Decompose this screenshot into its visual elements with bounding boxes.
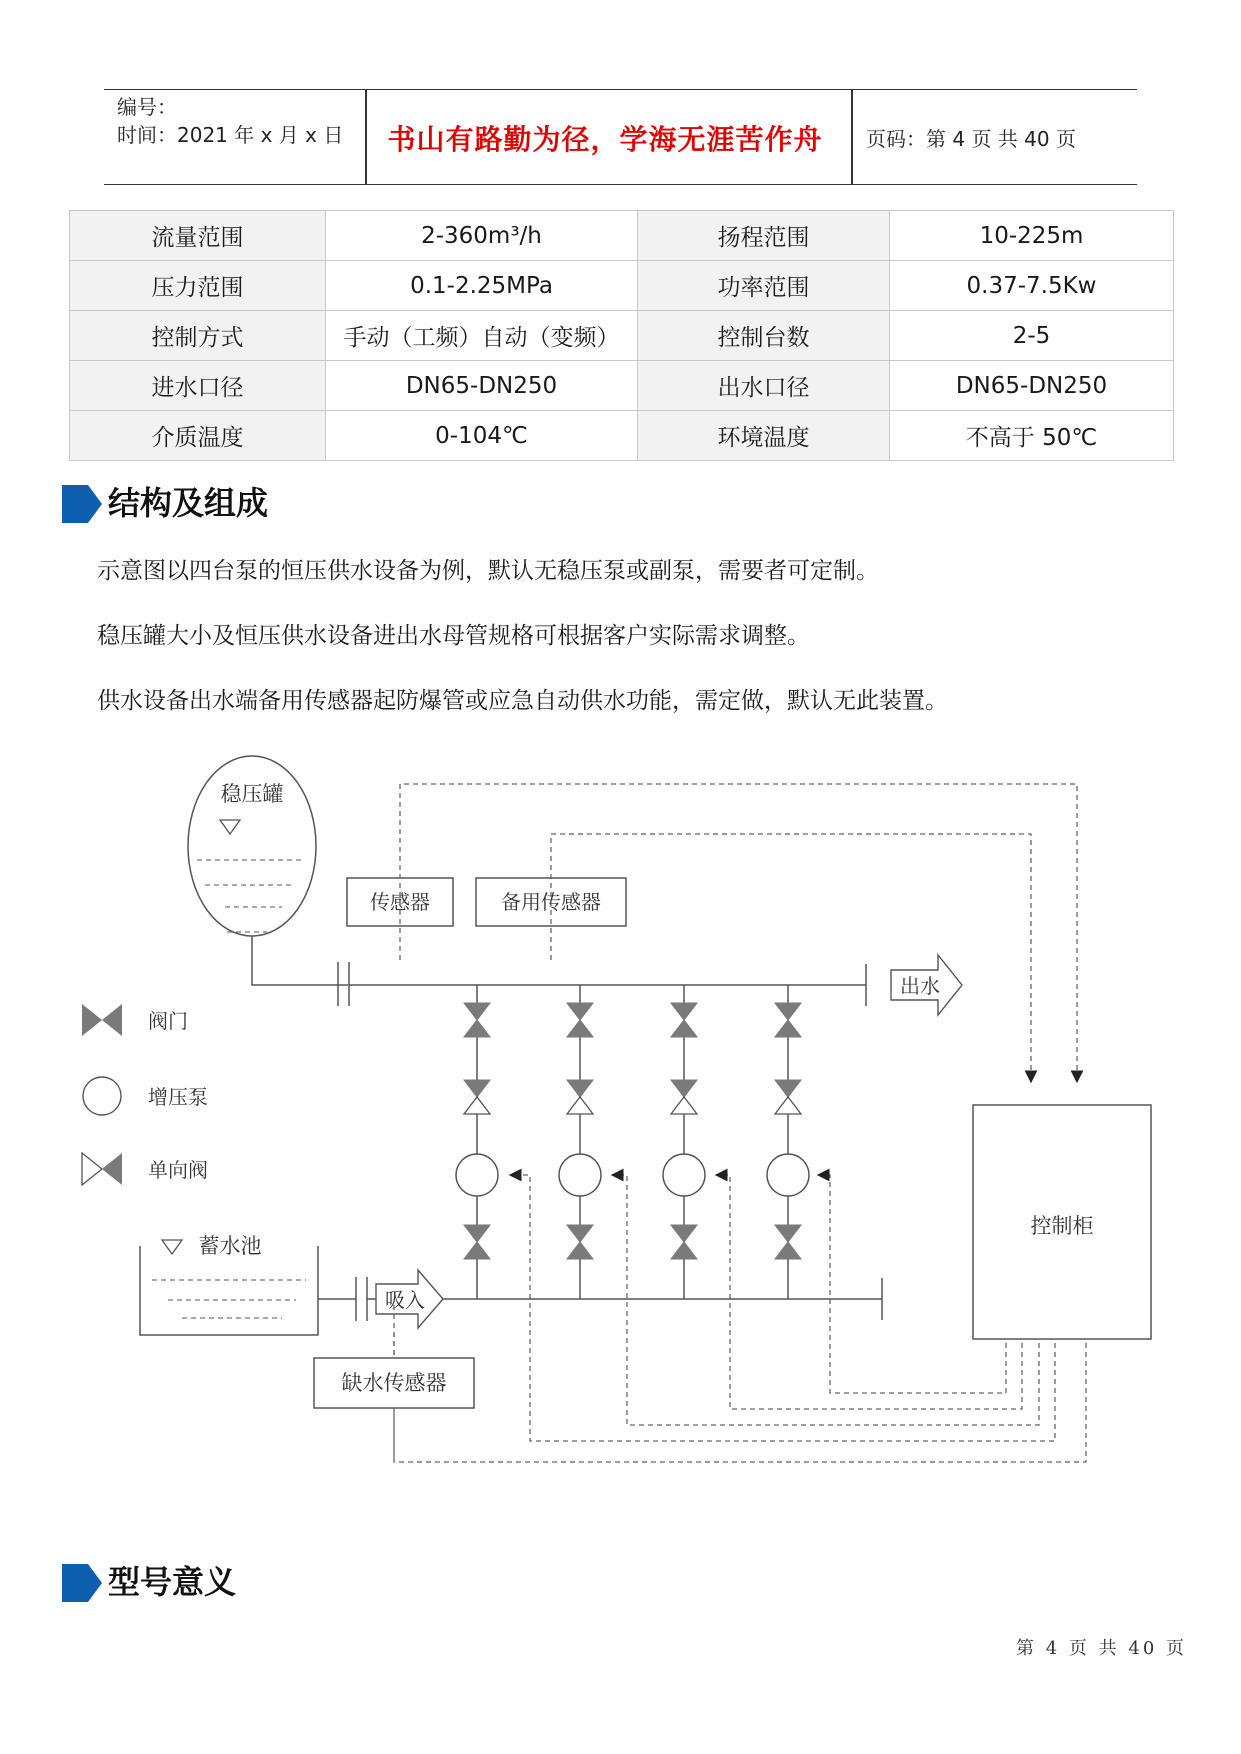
booster-pump-icon [456, 1154, 498, 1196]
gate-valve-icon [775, 1003, 801, 1037]
check-valve-icon [464, 1080, 490, 1114]
spec-value-cell: DN65-DN250 [326, 361, 638, 411]
spec-label-cell: 介质温度 [70, 411, 326, 461]
pump-branch [663, 985, 705, 1299]
legend-valve-label: 阀门 [148, 1009, 188, 1033]
document-number: 编号： [117, 95, 177, 119]
tank-label: 稳压罐 [220, 782, 284, 806]
document-time: 时间：2021 年 x 月 x 日 [117, 123, 344, 147]
gate-valve-icon [464, 1003, 490, 1037]
legend-check-valve-label: 单向阀 [148, 1158, 208, 1182]
spec-value-cell: DN65-DN250 [890, 361, 1174, 411]
spec-row [70, 211, 1174, 261]
page-header [104, 89, 1137, 185]
inlet-arrow [376, 1270, 443, 1328]
paragraph: 稳压罐大小及恒压供水设备进出水母管规格可根据客户实际需求调整。 [97, 623, 810, 649]
svg-text:控制柜: 控制柜 [1030, 1214, 1094, 1238]
check-valve-icon [775, 1080, 801, 1114]
spec-value-cell: 不高于 50℃ [890, 411, 1174, 461]
svg-text:缺水传感器: 缺水传感器 [341, 1371, 447, 1395]
booster-pump-icon [559, 1154, 601, 1196]
gate-valve-icon [671, 1225, 697, 1259]
spec-value-cell: 2-5 [890, 311, 1174, 361]
section-title: 型号意义 [108, 1563, 237, 1601]
spec-label-cell: 流量范围 [70, 211, 326, 261]
gate-valve-icon [775, 1225, 801, 1259]
reservoir-label: 蓄水池 [198, 1234, 262, 1258]
pump-branch [559, 985, 601, 1299]
svg-text:传感器: 传感器 [370, 890, 430, 914]
spec-value-cell: 10-225m [890, 211, 1174, 261]
outlet-label: 出水 [900, 974, 940, 998]
control-cabinet [973, 1105, 1151, 1339]
inlet-label: 吸入 [385, 1288, 425, 1312]
paragraph: 供水设备出水端备用传感器起防爆管或应急自动供水功能，需定做，默认无此装置。 [97, 688, 948, 714]
check-valve-legend-icon [82, 1153, 122, 1185]
spec-label-cell: 压力范围 [70, 261, 326, 311]
paragraph: 示意图以四台泵的恒压供水设备为例，默认无稳压泵或副泵，需要者可定制。 [97, 558, 879, 584]
gate-valve-icon [567, 1225, 593, 1259]
spec-value-cell: 0.1-2.25MPa [326, 261, 638, 311]
spec-label-cell: 控制方式 [70, 311, 326, 361]
check-valve-icon [567, 1080, 593, 1114]
valve-legend-icon [82, 1004, 122, 1036]
spec-row [70, 411, 1174, 461]
svg-text:备用传感器: 备用传感器 [501, 890, 601, 914]
header-page-info: 页码：第 4 页 共 40 页 [866, 127, 1076, 151]
spec-label-cell: 出水口径 [638, 361, 890, 411]
section-marker-icon [62, 485, 102, 523]
spec-value-cell: 2-360m³/h [326, 211, 638, 261]
spec-label-cell: 进水口径 [70, 361, 326, 411]
pump-branch [767, 985, 809, 1299]
header-divider [851, 90, 853, 184]
spec-table [69, 210, 1174, 461]
header-meta [117, 93, 343, 149]
outlet-header-pipe [338, 962, 866, 1006]
spec-value-cell: 0-104℃ [326, 411, 638, 461]
spec-row [70, 311, 1174, 361]
pump-branch [456, 985, 498, 1299]
water-level-icon [162, 1240, 182, 1254]
gate-valve-icon [464, 1225, 490, 1259]
booster-pump-icon [663, 1154, 705, 1196]
pressure-tank [188, 756, 348, 985]
gate-valve-icon [671, 1003, 697, 1037]
section-marker-icon [62, 1564, 102, 1602]
spec-row [70, 261, 1174, 311]
low-water-sensor [314, 1305, 474, 1462]
booster-pump-icon [767, 1154, 809, 1196]
page-footer: 第 4 页 共 40 页 [1016, 1638, 1187, 1659]
pump-legend-icon [83, 1077, 121, 1115]
header-motto: 书山有路勤为径，学海无涯苦作舟 [387, 123, 823, 156]
outlet-arrow [891, 955, 962, 1015]
legend [82, 1004, 208, 1185]
spec-value-cell: 手动（工频）自动（变频） [326, 311, 638, 361]
water-reservoir [140, 1234, 318, 1335]
legend-pump-label: 增压泵 [148, 1085, 208, 1109]
spec-label-cell: 扬程范围 [638, 211, 890, 261]
pump-branches [456, 985, 809, 1299]
spec-value-cell: 0.37-7.5Kw [890, 261, 1174, 311]
spec-label-cell: 环境温度 [638, 411, 890, 461]
spec-label-cell: 控制台数 [638, 311, 890, 361]
gate-valve-icon [567, 1003, 593, 1037]
water-supply-diagram [0, 740, 1241, 1480]
spec-row [70, 361, 1174, 411]
check-valve-icon [671, 1080, 697, 1114]
section-title: 结构及组成 [108, 484, 269, 522]
spec-label-cell: 功率范围 [638, 261, 890, 311]
